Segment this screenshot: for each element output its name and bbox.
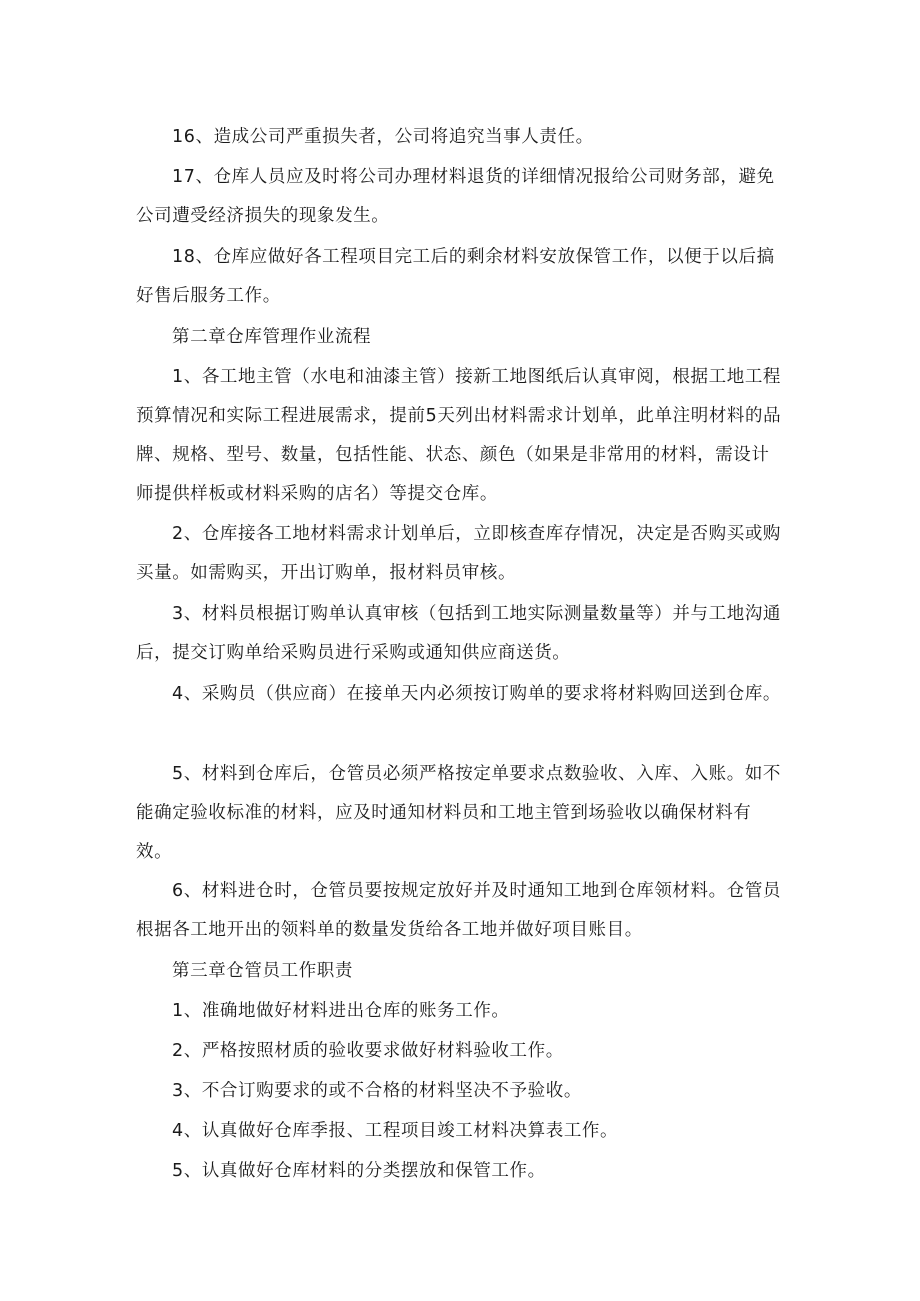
chapter-2-step-1: 1、各工地主管（水电和油漆主管）接新工地图纸后认真审阅，根据工地工程预算情况和实际工程进展需求，提前5天列出材料需求计划单，此单注明材料的品牌、规格、型号、数量，包括性能、状态、颜色（如果是非常用的材料，需设计师提供样板或材料采购的店名）等提交仓库。	[136, 367, 782, 504]
chapter-3-duty-1: 1、准确地做好材料进出仓库的账务工作。	[172, 1001, 510, 1021]
chapter-2-step-3: 3、材料员根据订购单认真审核（包括到工地实际测量数量等）并与工地沟通后，提交订购单给采购员进行采购或通知供应商送货。	[136, 604, 782, 663]
chapter-3-duty-5: 5、认真做好仓库材料的分类摆放和保管工作。	[172, 1161, 546, 1181]
chapter-3-duty-3: 3、不合订购要求的或不合格的材料坚决不予验收。	[172, 1081, 582, 1101]
paragraph-item-16: 16、造成公司严重损失者，公司将追究当事人责任。	[172, 127, 594, 147]
chapter-2-step-6: 6、材料进仓时，仓管员要按规定放好并及时通知工地到仓库领材料。仓管员根据各工地开出的领料单的数量发货给各工地并做好项目账目。	[136, 881, 782, 940]
paragraph-item-18: 18、仓库应做好各工程项目完工后的剩余材料安放保管工作，以便于以后搞好售后服务工作。	[136, 247, 775, 306]
chapter-3-duty-4: 4、认真做好仓库季报、工程项目竣工材料决算表工作。	[172, 1121, 619, 1141]
chapter-2-step-2: 2、仓库接各工地材料需求计划单后，立即核查库存情况，决定是否购买或购买量。如需购买，开出订购单，报材料员审核。	[136, 524, 782, 583]
chapter-2-step-4: 4、采购员（供应商）在接单天内必须按订购单的要求将材料购回送到仓库。	[172, 684, 782, 704]
chapter-2-heading: 第二章仓库管理作业流程	[172, 327, 372, 347]
paragraph-item-17: 17、仓库人员应及时将公司办理材料退货的详细情况报给公司财务部，避免公司遭受经济损失的现象发生。	[136, 167, 775, 226]
chapter-3-duty-2: 2、严格按照材质的验收要求做好材料验收工作。	[172, 1041, 564, 1061]
chapter-2-step-5: 5、材料到仓库后，仓管员必须严格按定单要求点数验收、入库、入账。如不能确定验收标准的材料，应及时通知材料员和工地主管到场验收以确保材料有效。	[136, 764, 782, 862]
chapter-3-heading: 第三章仓管员工作职责	[172, 961, 353, 981]
